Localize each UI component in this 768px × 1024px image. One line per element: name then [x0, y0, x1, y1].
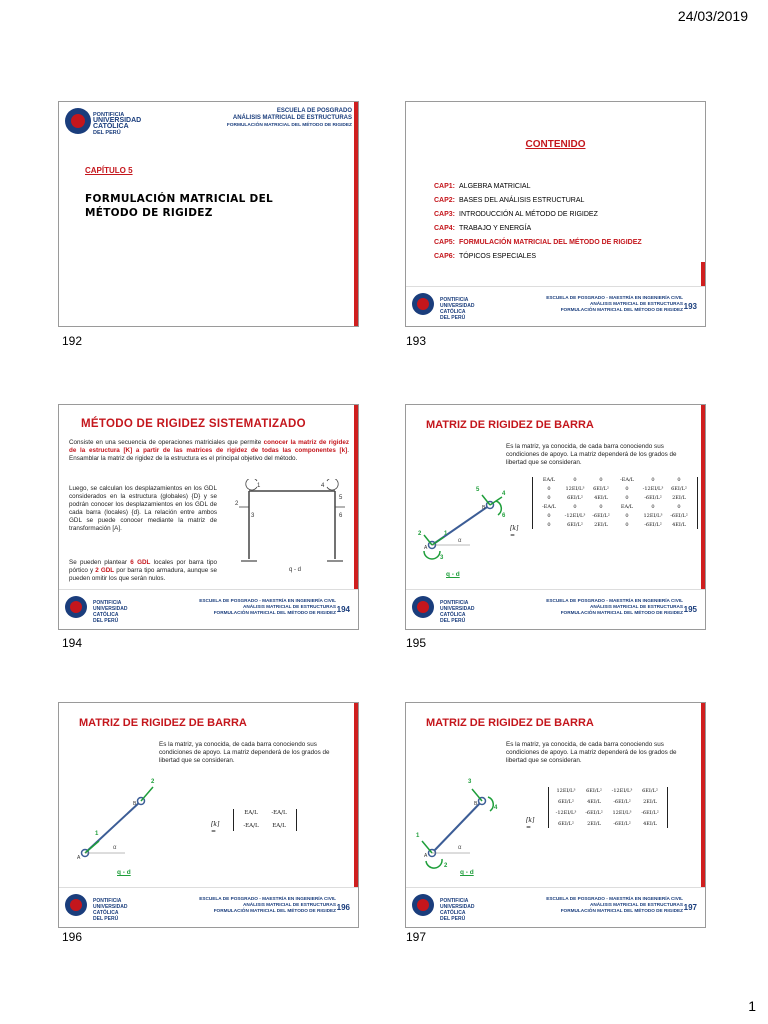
matrix-cell: 12EI/L³: [643, 513, 663, 519]
angle-label: α: [113, 845, 117, 851]
rotation-arrow: [488, 797, 493, 811]
slide-label-193: 193: [406, 334, 427, 348]
footer-number: 195: [683, 605, 697, 614]
figure-label: q - d: [289, 567, 302, 573]
slide-footer: PONTIFICIA UNIVERSIDAD CATÓLICA DEL PERÚ ESCUELA DE POSGRADO - MAESTRÍA EN INGENIERÍA CIVIL ANÁLISIS MATRICIAL DE ESTRUCTURAS FORMULACIÓN MATRICIAL DEL MÉTODO DE RIGIDEZ 197: [406, 887, 705, 927]
dof-arrow: [85, 841, 99, 853]
toc-item[interactable]: CAP4: TRABAJO Y ENERGÍA: [434, 225, 532, 232]
dof-label: 2: [418, 531, 422, 537]
toc-item-active[interactable]: CAP5: FORMULACIÓN MATRICIAL DEL MÉTODO DE RIGIDEZ: [434, 239, 642, 246]
slide-label-195: 195: [406, 636, 427, 650]
slide-193: [405, 101, 706, 327]
matrix-cell: 0: [573, 504, 577, 510]
page-date: 24/03/2019: [677, 8, 748, 24]
dof-label: 1: [95, 831, 99, 837]
slide-footer: PONTIFICIA UNIVERSIDAD CATÓLICA DEL PERÚ ESCUELA DE POSGRADO - MAESTRÍA EN INGENIERÍA CIVIL ANÁLISIS MATRICIAL DE ESTRUCTURAS FORMULACIÓN MATRICIAL DEL MÉTODO DE RIGIDEZ 193: [406, 286, 705, 326]
dof-label: 5: [476, 487, 480, 493]
logo-text: PONTIFICIA UNIVERSIDAD CATÓLICA DEL PERÚ: [93, 112, 142, 136]
slide-194: [58, 404, 359, 630]
figure-label: q - d: [446, 571, 460, 578]
footer-number: 193: [683, 302, 697, 311]
matrix-cell: -6EI/L²: [644, 522, 662, 528]
accent-bar: [701, 405, 705, 590]
matrix-cell: 4EI/L: [594, 495, 608, 501]
matrix-cell: -EA/L: [243, 823, 259, 829]
matrix-cell: EA/L: [272, 823, 286, 829]
dof-label: 4: [494, 805, 498, 811]
slide-title: FORMULACIÓN MATRICIAL DEL MÉTODO DE RIGIDEZ: [85, 193, 274, 219]
dof-label: 4: [321, 483, 325, 489]
slide-label-192: 192: [62, 334, 83, 348]
matrix-cell: 12EI/L³: [612, 810, 632, 816]
frame-diagram: [227, 479, 357, 579]
matrix-cell: 12EI/L³: [556, 788, 576, 794]
dof-label: 2: [151, 779, 155, 785]
matrix-cell: -12EI/L³: [555, 810, 577, 816]
matrix-cell: -6EI/L²: [641, 810, 659, 816]
dof-label: 6: [339, 513, 343, 519]
matrix-cell: 0: [625, 486, 629, 492]
matrix-cell: -6EI/L²: [592, 513, 610, 519]
paragraph-2: Luego, se calculan los desplazamientos en los GDL considerados en la estructura (globales) {D} y se podrán conocer los desplazamientos en los GDL de cada barra (locales) {d}. La relación entre ambos GDL se puede conocer mediante la matriz de transformación [A].: [69, 485, 217, 532]
accent-bar: [701, 262, 705, 288]
member-diagram: [412, 771, 512, 871]
dof-label: 3: [468, 779, 472, 785]
rotation-arrow: [424, 551, 440, 559]
matrix-cell: -6EI/L²: [585, 810, 603, 816]
header-lines: ESCUELA DE POSGRADO ANÁLISIS MATRICIAL DE ESTRUCTURAS FORMULACIÓN MATRICIAL DEL MÉTODO DE RIGIDEZ: [226, 108, 352, 128]
dof-label: 5: [339, 495, 343, 501]
matrix-cell: -12EI/L³: [611, 788, 633, 794]
dof-arrow: [422, 841, 432, 853]
matrix-cell: -6EI/L²: [613, 821, 631, 827]
matrix-cell: -6EI/L²: [644, 495, 662, 501]
toc-item[interactable]: CAP2: BASES DEL ANÁLISIS ESTRUCTURAL: [434, 197, 585, 204]
dof-label: 2: [444, 863, 448, 869]
node-label: B: [474, 801, 478, 807]
matrix-grid: [548, 787, 668, 828]
matrix-cell: -12EI/L³: [564, 513, 586, 519]
angle-label: α: [458, 538, 462, 544]
dof-arrow: [432, 537, 444, 545]
intro-text: Es la matriz, ya conocida, de cada barra conociendo sus condiciones de apoyo. La matriz dependerá de los grados de libertad que se consideran.: [159, 741, 330, 764]
matrix-cell: -12EI/L³: [642, 486, 664, 492]
footer-logo: PONTIFICIA UNIVERSIDAD CATÓLICA DEL PERÚ: [412, 596, 434, 618]
matrix-cell: -EA/L: [620, 477, 634, 483]
matrix-label: [k] =: [211, 821, 220, 835]
slide-197: [405, 702, 706, 928]
node-label: A: [424, 853, 428, 859]
matrix-cell: 0: [651, 504, 655, 510]
slide-label-197: 197: [406, 930, 427, 944]
matrix-cell: 0: [599, 504, 603, 510]
toc-item[interactable]: CAP6: TÓPICOS ESPECIALES: [434, 253, 537, 260]
member-diagram: [410, 475, 510, 565]
footer-logo: PONTIFICIA UNIVERSIDAD CATÓLICA DEL PERÚ: [65, 596, 87, 618]
matrix-cell: 0: [573, 477, 577, 483]
matrix-cell: -6EI/L²: [670, 513, 688, 519]
angle-label: α: [458, 845, 462, 851]
chapter-label: CAPÍTULO 5: [85, 166, 133, 175]
dof-label: 6: [502, 513, 506, 519]
dof-arrow: [472, 789, 482, 801]
matrix-cell: 6EI/L²: [671, 486, 687, 492]
matrix-cell: 0: [651, 477, 655, 483]
matrix-cell: 6EI/L²: [558, 799, 574, 805]
matrix-label: [k] =: [510, 525, 519, 539]
matrix-cell: -6EI/L²: [613, 799, 631, 805]
slide-title: CONTENIDO: [525, 139, 586, 150]
rotation-arrow: [327, 479, 338, 490]
dof-label: 3: [440, 555, 444, 561]
matrix-cell: -EA/L: [542, 504, 556, 510]
intro-text: Es la matriz, ya conocida, de cada barra conociendo sus condiciones de apoyo. La matriz dependerá de los grados de libertad que se consideran.: [506, 443, 677, 466]
slide-195: [405, 404, 706, 630]
matrix-cell: 6EI/L²: [567, 522, 583, 528]
matrix-cell: EA/L: [620, 504, 634, 510]
matrix-grid: [532, 477, 698, 529]
dof-label: 1: [257, 483, 261, 489]
matrix-cell: 6EI/L²: [567, 495, 583, 501]
matrix-cell: EA/L: [244, 810, 258, 816]
footer-number: 194: [336, 605, 350, 614]
member: [432, 801, 482, 853]
slide-label-196: 196: [62, 930, 83, 944]
footer-logo: PONTIFICIA UNIVERSIDAD CATÓLICA DEL PERÚ: [65, 894, 87, 916]
slide-title: MATRIZ DE RIGIDEZ DE BARRA: [79, 717, 247, 729]
slide-196: [58, 702, 359, 928]
node-label: B: [482, 505, 486, 511]
dof-label: 1: [416, 833, 420, 839]
footer-logo: PONTIFICIA UNIVERSIDAD CATÓLICA DEL PERÚ: [412, 894, 434, 916]
toc-item[interactable]: CAP1: ALGEBRA MATRICIAL: [434, 183, 531, 190]
matrix-cell: 0: [547, 486, 551, 492]
dof-label: 4: [502, 491, 506, 497]
rotation-arrow: [496, 501, 501, 515]
slide-footer: PONTIFICIA UNIVERSIDAD CATÓLICA DEL PERÚ ESCUELA DE POSGRADO - MAESTRÍA EN INGENIERÍA CIVIL ANÁLISIS MATRICIAL DE ESTRUCTURAS FORMULACIÓN MATRICIAL DEL MÉTODO DE RIGIDEZ 194: [59, 589, 358, 629]
matrix-cell: 2EI/L: [643, 799, 657, 805]
dof-arrow: [482, 495, 490, 505]
dof-label: 3: [251, 513, 255, 519]
accent-bar: [354, 102, 358, 327]
paragraph-1: Consiste en una secuencia de operaciones matriciales que permite conocer la matriz de rigidez de la estructura [K] a partir de las matrices de rigidez de todas las componentes [k]. Ensamblar la matriz de rigidez de la estructura es el principal objetivo del método.: [69, 439, 350, 462]
matrix-cell: 4EI/L: [643, 821, 657, 827]
member-diagram: [73, 771, 183, 871]
matrix-cell: EA/L: [542, 477, 556, 483]
footer-number: 196: [336, 903, 350, 912]
dof-label: 2: [235, 501, 239, 507]
matrix-cell: 6EI/L²: [558, 821, 574, 827]
matrix-cell: 0: [625, 513, 629, 519]
dof-arrow: [424, 535, 432, 545]
node-label: B: [133, 801, 137, 807]
footer-number: 197: [683, 903, 697, 912]
toc-item[interactable]: CAP3: INTRODUCCIÓN AL MÉTODO DE RIGIDEZ: [434, 211, 598, 218]
matrix-cell: 0: [625, 522, 629, 528]
node-label: A: [77, 855, 81, 861]
figure-label: q - d: [117, 869, 131, 876]
matrix-cell: 6EI/L²: [593, 486, 609, 492]
matrix-cell: 2EI/L: [672, 495, 686, 501]
footer-logo: PONTIFICIA UNIVERSIDAD CATÓLICA DEL PERÚ: [412, 293, 434, 315]
slide-title: MÉTODO DE RIGIDEZ SISTEMATIZADO: [81, 418, 306, 430]
matrix-cell: 12EI/L³: [565, 486, 585, 492]
toc-list: [434, 180, 642, 264]
intro-text: Es la matriz, ya conocida, de cada barra conociendo sus condiciones de apoyo. La matriz dependerá de los grados de libertad que se consideran.: [506, 741, 677, 764]
node-label: A: [424, 545, 428, 551]
matrix-cell: 4EI/L: [587, 799, 601, 805]
matrix-cell: 2EI/L: [594, 522, 608, 528]
accent-bar: [354, 703, 358, 888]
matrix-cell: 0: [625, 495, 629, 501]
matrix-cell: 0: [547, 495, 551, 501]
matrix-cell: 6EI/L²: [586, 788, 602, 794]
page-number: 1: [748, 998, 756, 1014]
accent-bar: [701, 703, 705, 888]
slide-192: [58, 101, 359, 327]
matrix-cell: 0: [599, 477, 603, 483]
figure-label: q - d: [460, 869, 474, 876]
slide-footer: PONTIFICIA UNIVERSIDAD CATÓLICA DEL PERÚ ESCUELA DE POSGRADO - MAESTRÍA EN INGENIERÍA CIVIL ANÁLISIS MATRICIAL DE ESTRUCTURAS FORMULACIÓN MATRICIAL DEL MÉTODO DE RIGIDEZ 196: [59, 887, 358, 927]
slide-footer: PONTIFICIA UNIVERSIDAD CATÓLICA DEL PERÚ ESCUELA DE POSGRADO - MAESTRÍA EN INGENIERÍA CIVIL ANÁLISIS MATRICIAL DE ESTRUCTURAS FORMULACIÓN MATRICIAL DEL MÉTODO DE RIGIDEZ 195: [406, 589, 705, 629]
matrix-cell: 0: [677, 504, 681, 510]
matrix-cell: 0: [677, 477, 681, 483]
matrix-cell: 6EI/L²: [642, 788, 658, 794]
matrix-cell: 4EI/L: [672, 522, 686, 528]
slide-logo: [65, 108, 91, 134]
matrix-cell: -EA/L: [271, 810, 287, 816]
matrix-cell: 0: [547, 513, 551, 519]
rotation-arrow: [246, 479, 257, 490]
slide-label-194: 194: [62, 636, 83, 650]
matrix-cell: 2EI/L: [587, 821, 601, 827]
slide-title: MATRIZ DE RIGIDEZ DE BARRA: [426, 717, 594, 729]
matrix-cell: 0: [547, 522, 551, 528]
matrix-label: [k] =: [526, 817, 535, 831]
paragraph-3: Se pueden plantear 6 GDL locales por barra tipo pórtico y 2 GDL por barra tipo armadura, aunque se pueden omitir los que serán nulos.: [69, 559, 218, 582]
slide-title: MATRIZ DE RIGIDEZ DE BARRA: [426, 419, 594, 431]
rotation-arrow: [426, 859, 442, 868]
matrix-grid: [233, 809, 297, 831]
dof-label: 1: [444, 531, 448, 537]
dof-arrow: [141, 787, 153, 801]
